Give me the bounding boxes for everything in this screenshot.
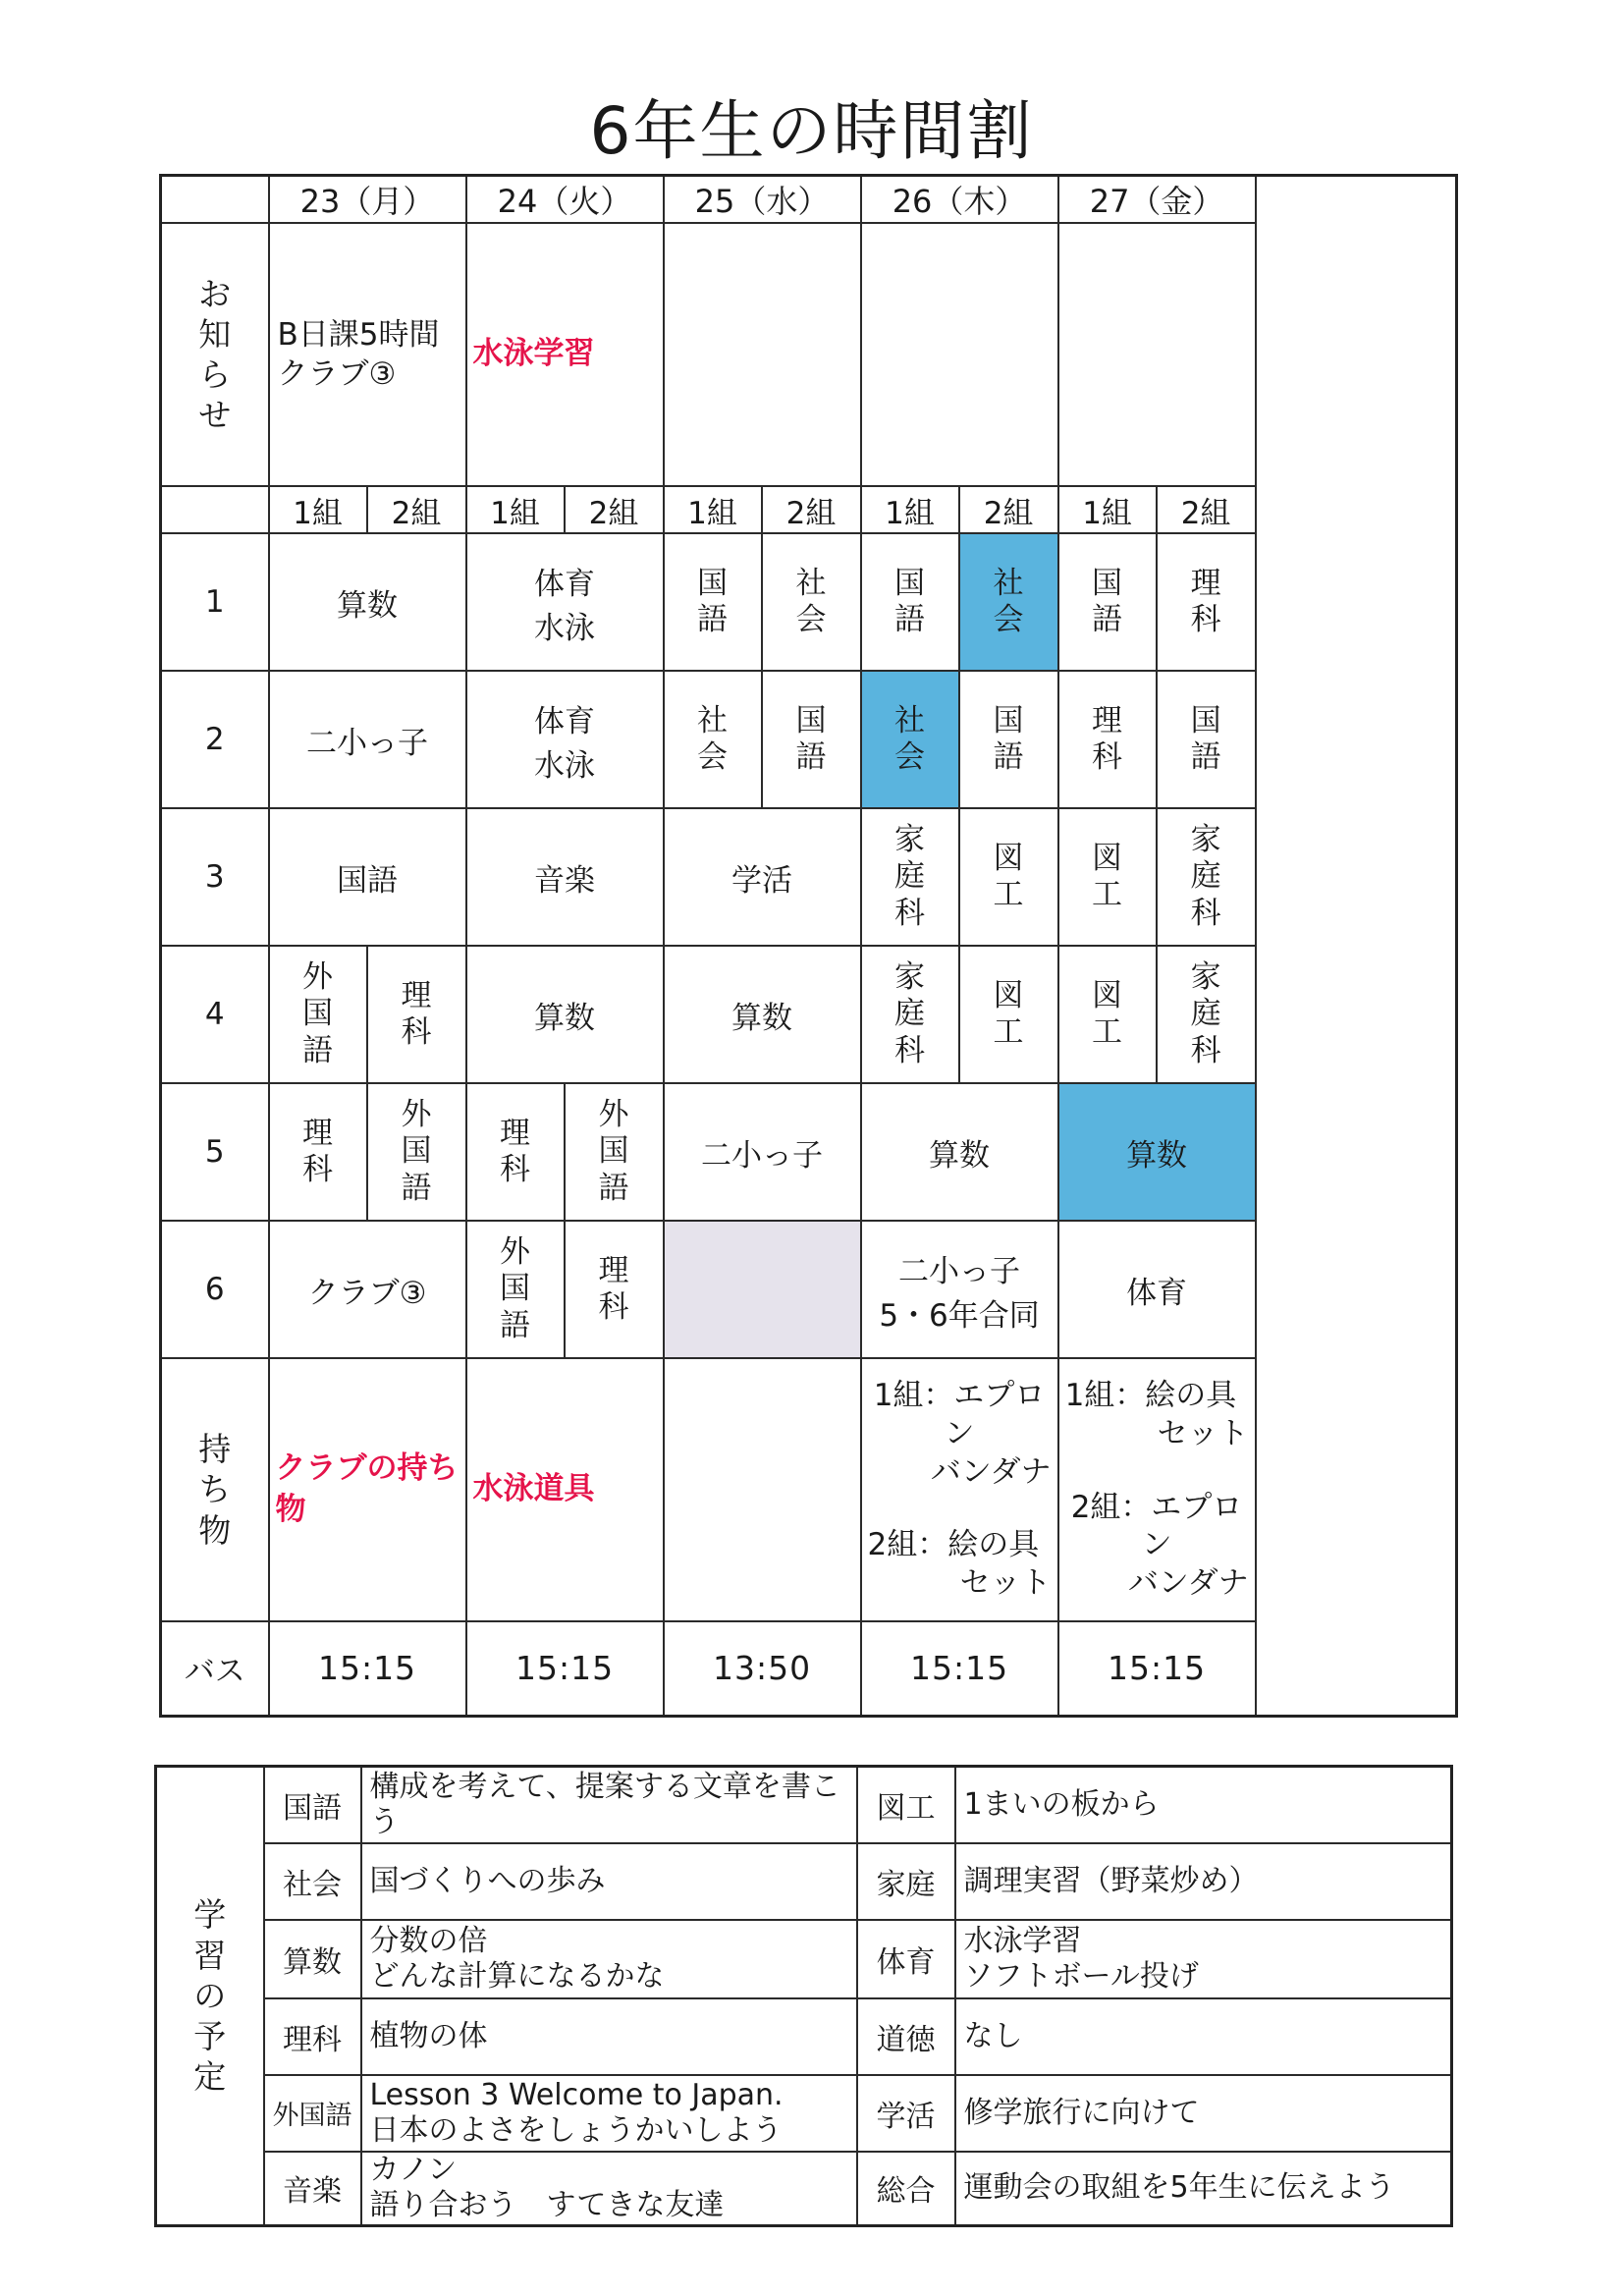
p1-wed-1: 国語 <box>664 533 762 671</box>
class-label-mon-2: 2組 <box>367 486 466 533</box>
notice-thu <box>861 223 1058 486</box>
plan-text: カノン 語り合おう すてきな友達 <box>361 2152 857 2226</box>
p3-thu-2: 図工 <box>959 808 1058 946</box>
p2-tue-top: 体育 <box>534 704 596 739</box>
day-header-fri: 27（金） <box>1058 176 1256 224</box>
p6-tue-1: 外国語 <box>466 1221 565 1358</box>
class-label-mon-1: 1組 <box>269 486 367 533</box>
plan-subject: 家庭 <box>857 1843 955 1920</box>
items-tue: 水泳道具 <box>466 1358 664 1621</box>
p4-mon-2: 理科 <box>367 946 466 1083</box>
plan-subject: 社会 <box>264 1843 361 1920</box>
period-number: 2 <box>161 671 269 808</box>
day-header-thu: 26（木） <box>861 176 1058 224</box>
plan-text: 水泳学習 ソフトボール投げ <box>955 1920 1452 1998</box>
p5-fri: 算数 <box>1058 1083 1256 1221</box>
p5-mon-1: 理科 <box>269 1083 367 1221</box>
plan-text: 分数の倍 どんな計算になるかな <box>361 1920 857 1998</box>
p5-thu: 算数 <box>861 1083 1058 1221</box>
period-number: 3 <box>161 808 269 946</box>
items-fri-2-a: 2組：エプロン <box>1070 1489 1243 1563</box>
p3-fri-2: 家庭科 <box>1157 808 1256 946</box>
class-label-wed-1: 1組 <box>664 486 762 533</box>
p2-fri-1: 理科 <box>1058 671 1157 808</box>
plan-subject: 算数 <box>264 1920 361 1998</box>
class-label-thu-2: 2組 <box>959 486 1058 533</box>
p3-wed: 学活 <box>664 808 861 946</box>
items-thu-1-a: 1組：エプロン <box>873 1378 1046 1451</box>
plan-subject: 道徳 <box>857 1998 955 2075</box>
bus-fri: 15:15 <box>1058 1621 1256 1716</box>
p4-fri-1: 図工 <box>1058 946 1157 1083</box>
items-thu-2-a: 2組：絵の具 <box>867 1527 1040 1563</box>
plan-text: 植物の体 <box>361 1998 857 2075</box>
day-header-tue: 24（火） <box>466 176 664 224</box>
p3-tue: 音楽 <box>466 808 664 946</box>
p1-mon: 算数 <box>269 533 466 671</box>
p4-fri-2: 家庭科 <box>1157 946 1256 1083</box>
day-header-mon: 23（月） <box>269 176 466 224</box>
study-plan-table <box>154 1765 1453 2227</box>
p5-tue-2: 外国語 <box>565 1083 664 1221</box>
notice-mon-line2: クラブ③ <box>277 356 397 392</box>
p2-tue <box>466 671 664 808</box>
bus-thu: 15:15 <box>861 1621 1058 1716</box>
class-label-tue-2: 2組 <box>565 486 664 533</box>
class-label-wed-2: 2組 <box>762 486 861 533</box>
plan-text: 運動会の取組を5年生に伝えよう <box>955 2152 1452 2226</box>
p5-wed: 二小っ子 <box>664 1083 861 1221</box>
class-label-fri-1: 1組 <box>1058 486 1157 533</box>
notice-mon-line1: B日課5時間 <box>277 316 440 353</box>
corner-cell <box>161 176 269 224</box>
period-number: 5 <box>161 1083 269 1221</box>
bus-label: バス <box>161 1621 269 1716</box>
plan-subject: 図工 <box>857 1767 955 1843</box>
p2-mon: 二小っ子 <box>269 671 466 808</box>
items-label: 持ち物 <box>161 1358 269 1621</box>
notice-mon <box>269 223 466 486</box>
plan-subject: 学活 <box>857 2075 955 2152</box>
p4-tue: 算数 <box>466 946 664 1083</box>
plan-text: 1まいの板から <box>955 1767 1452 1843</box>
class-row-label <box>161 486 269 533</box>
p1-fri-1: 国語 <box>1058 533 1157 671</box>
p5-mon-2: 外国語 <box>367 1083 466 1221</box>
p1-tue <box>466 533 664 671</box>
items-fri <box>1058 1358 1256 1621</box>
p6-mon: クラブ③ <box>269 1221 466 1358</box>
notice-label: お知らせ <box>161 223 269 486</box>
p6-thu-bottom: 5・6年合同 <box>879 1298 1040 1334</box>
period-number: 1 <box>161 533 269 671</box>
class-label-tue-1: 1組 <box>466 486 565 533</box>
plan-text: 構成を考えて、提案する文章を書こう <box>361 1767 857 1843</box>
notice-tue: 水泳学習 <box>466 223 664 486</box>
items-fri-2-b: バンダナ <box>1127 1565 1249 1602</box>
plan-text: 修学旅行に向けて <box>955 2075 1452 2152</box>
bus-wed: 13:50 <box>664 1621 861 1716</box>
plan-subject: 総合 <box>857 2152 955 2226</box>
plan-text: 国づくりへの歩み <box>361 1843 857 1920</box>
period-number: 4 <box>161 946 269 1083</box>
p1-wed-2: 社会 <box>762 533 861 671</box>
p4-wed: 算数 <box>664 946 861 1083</box>
bus-tue: 15:15 <box>466 1621 664 1716</box>
p4-mon-1: 外国語 <box>269 946 367 1083</box>
class-label-fri-2: 2組 <box>1157 486 1256 533</box>
p2-thu-1: 社会 <box>861 671 959 808</box>
p6-wed <box>664 1221 861 1358</box>
plan-subject: 音楽 <box>264 2152 361 2226</box>
p3-mon: 国語 <box>269 808 466 946</box>
p2-thu-2: 国語 <box>959 671 1058 808</box>
p2-tue-bottom: 水泳 <box>534 748 596 784</box>
plan-text: Lesson 3 Welcome to Japan. 日本のよさをしょうかいしよう <box>361 2075 857 2152</box>
plan-subject: 国語 <box>264 1767 361 1843</box>
items-thu-1-b: バンダナ <box>930 1453 1052 1490</box>
period-number: 6 <box>161 1221 269 1358</box>
plan-subject: 体育 <box>857 1920 955 1998</box>
p3-fri-1: 図工 <box>1058 808 1157 946</box>
p1-tue-top: 体育 <box>534 567 596 602</box>
p2-wed-1: 社会 <box>664 671 762 808</box>
p1-tue-bottom: 水泳 <box>534 611 596 646</box>
items-mon: クラブの持ち物 <box>269 1358 466 1621</box>
p4-thu-2: 図工 <box>959 946 1058 1083</box>
p6-thu <box>861 1221 1058 1358</box>
page-title: 6年生の時間割 <box>589 93 1034 169</box>
notice-fri <box>1058 223 1256 486</box>
p6-fri: 体育 <box>1058 1221 1256 1358</box>
p6-thu-top: 二小っ子 <box>898 1254 1021 1289</box>
study-plan-label: 学習の予定 <box>156 1767 264 2226</box>
items-wed <box>664 1358 861 1621</box>
plan-subject: 理科 <box>264 1998 361 2075</box>
right-blank-column <box>1256 176 1457 1717</box>
plan-text: 調理実習（野菜炒め） <box>955 1843 1452 1920</box>
bus-mon: 15:15 <box>269 1621 466 1716</box>
p5-tue-1: 理科 <box>466 1083 565 1221</box>
p6-tue-2: 理科 <box>565 1221 664 1358</box>
class-label-thu-1: 1組 <box>861 486 959 533</box>
p1-thu-1: 国語 <box>861 533 959 671</box>
notice-wed <box>664 223 861 486</box>
day-header-wed: 25（水） <box>664 176 861 224</box>
p3-thu-1: 家庭科 <box>861 808 959 946</box>
p1-fri-2: 理科 <box>1157 533 1256 671</box>
plan-subject: 外国語 <box>264 2075 361 2152</box>
p2-wed-2: 国語 <box>762 671 861 808</box>
p1-thu-2: 社会 <box>959 533 1058 671</box>
p4-thu-1: 家庭科 <box>861 946 959 1083</box>
items-fri-1-a: 1組：絵の具 <box>1064 1378 1237 1414</box>
items-thu-2-b: セット <box>959 1565 1052 1602</box>
items-fri-1-b: セット <box>1157 1415 1249 1451</box>
timetable <box>159 174 1458 1718</box>
plan-text: なし <box>955 1998 1452 2075</box>
items-thu <box>861 1358 1058 1621</box>
p2-fri-2: 国語 <box>1157 671 1256 808</box>
